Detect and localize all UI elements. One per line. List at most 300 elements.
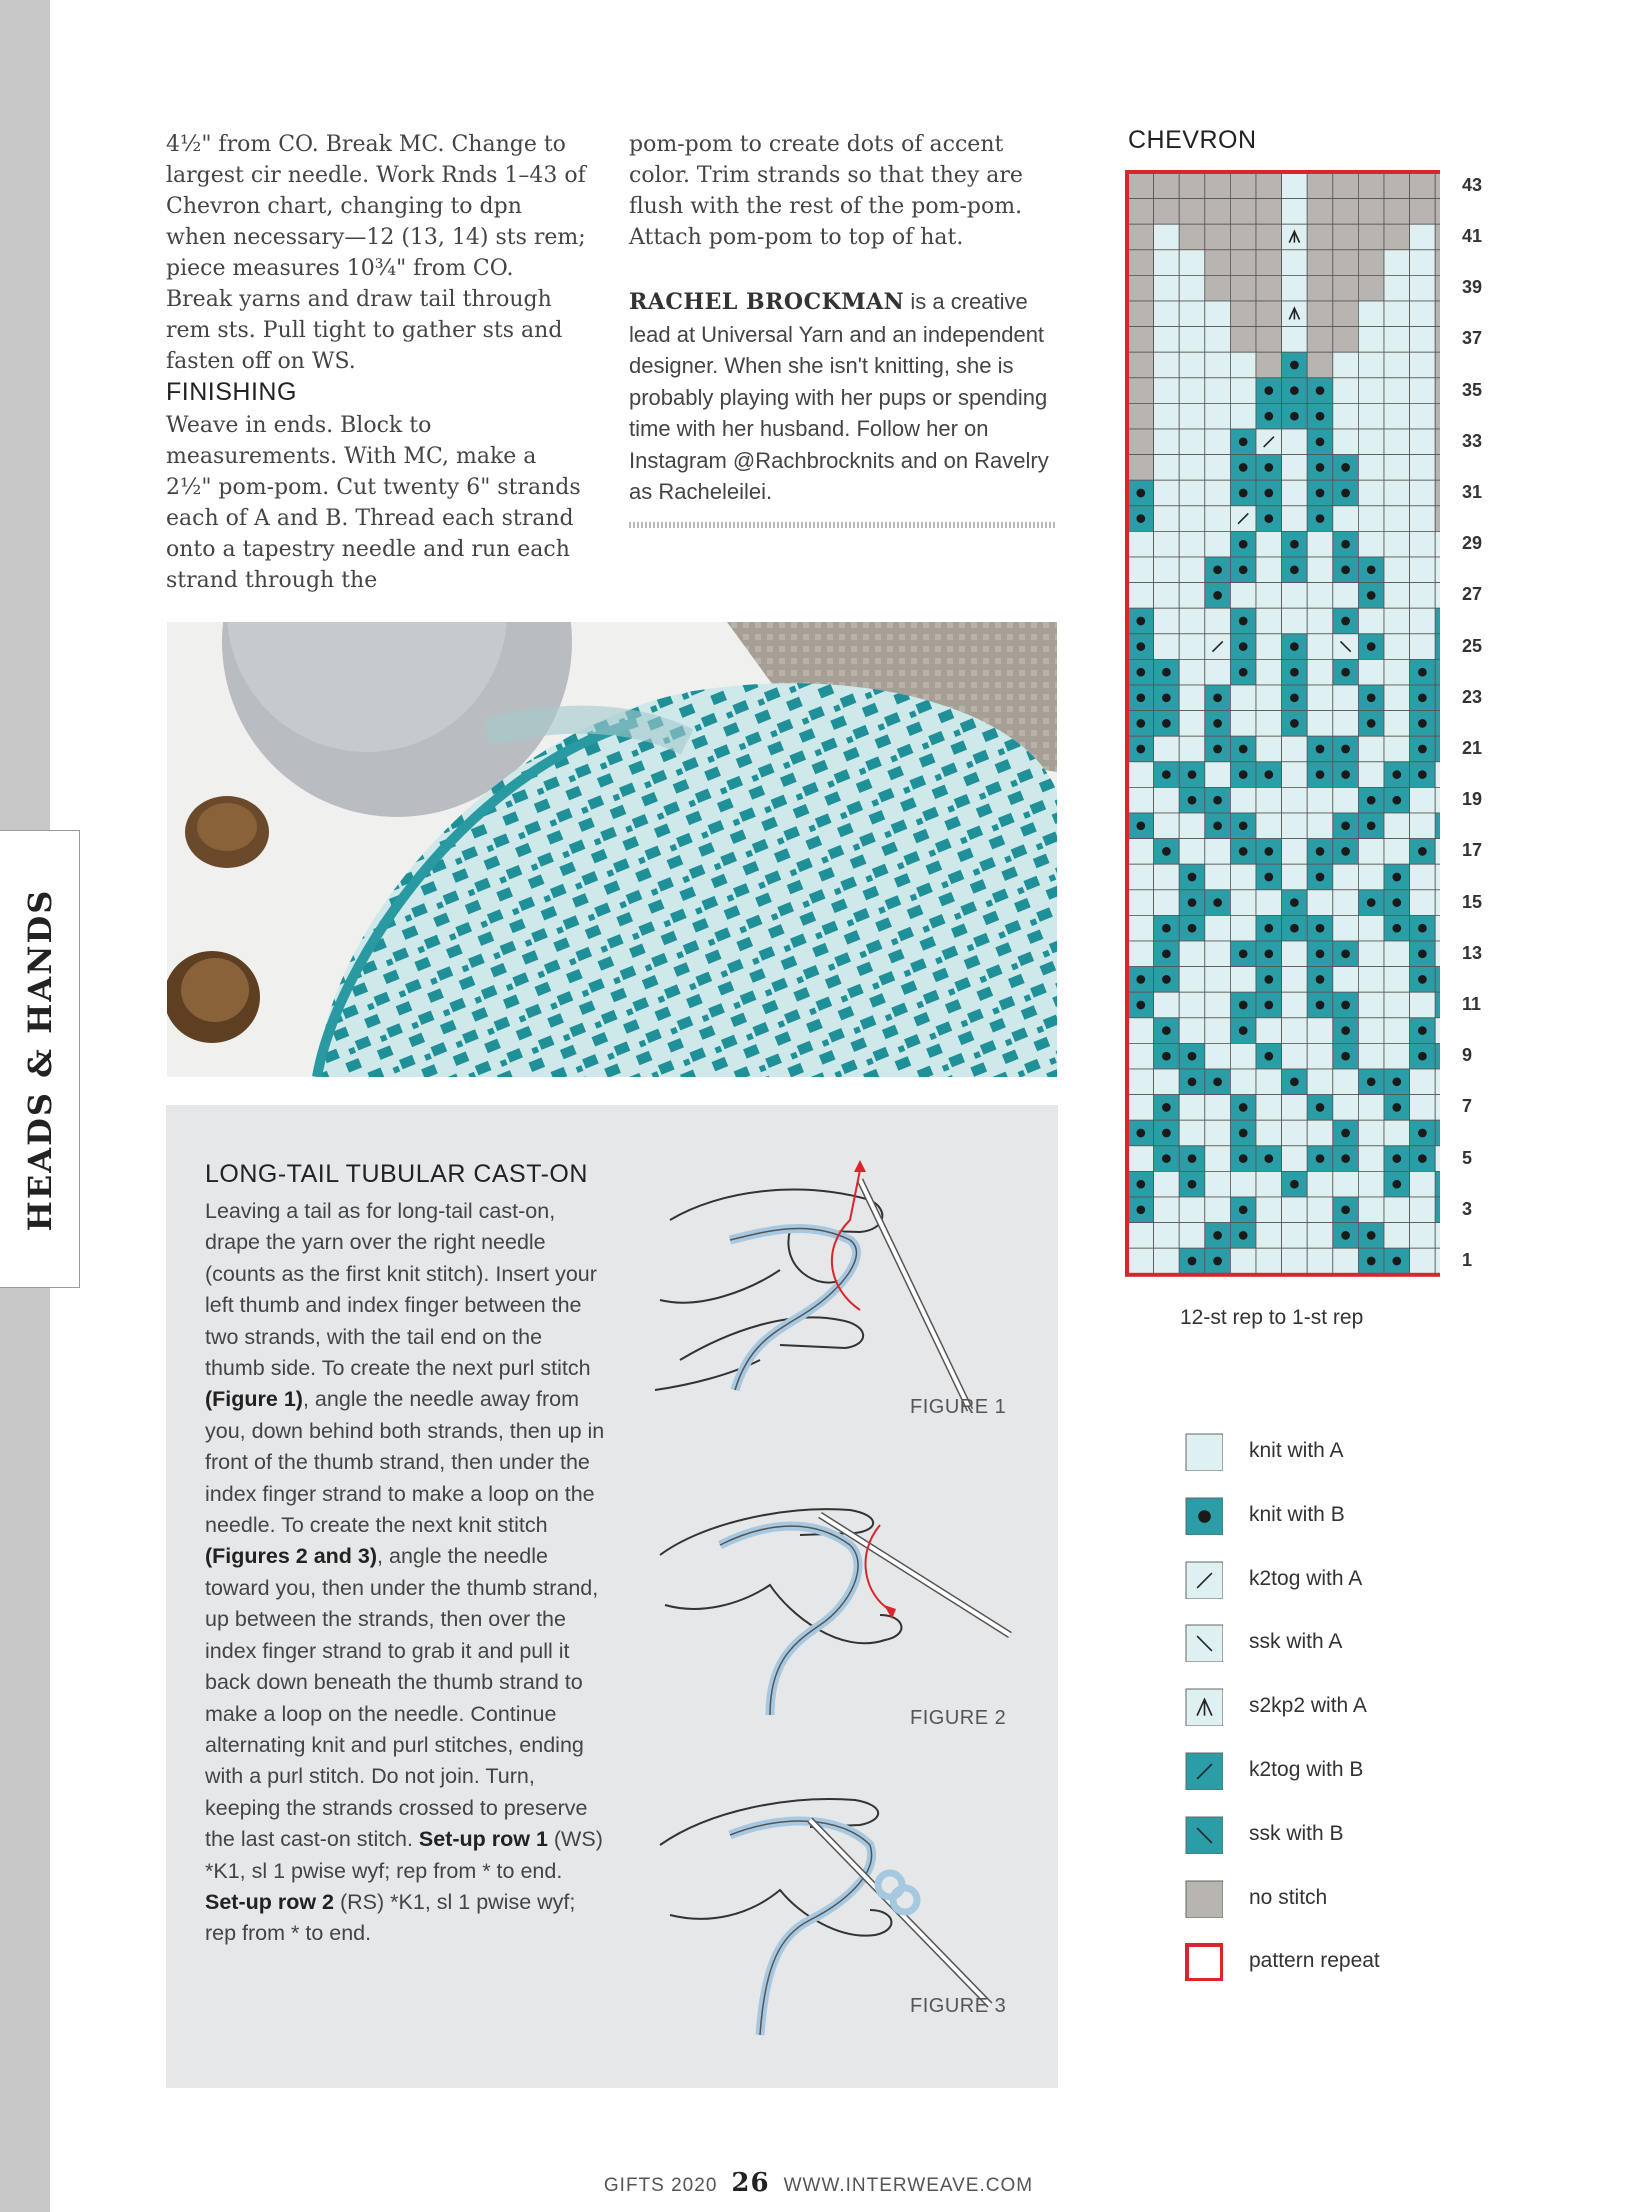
chart-cell (1154, 429, 1180, 455)
chart-cell (1128, 301, 1154, 327)
chart-cell (1282, 583, 1308, 609)
chart-cell (1230, 634, 1256, 660)
chart-cell (1384, 275, 1410, 301)
chart-cell (1256, 890, 1282, 916)
chart-cell (1128, 403, 1154, 429)
chart-cell (1154, 557, 1180, 583)
chart-cell (1205, 1171, 1231, 1197)
key-swatch (1185, 1624, 1223, 1662)
chart-cell (1410, 1223, 1436, 1249)
chart-cell (1205, 583, 1231, 609)
chart-cell (1128, 378, 1154, 404)
chart-cell (1333, 557, 1359, 583)
chart-cell (1333, 1197, 1359, 1223)
chart-cell (1410, 864, 1436, 890)
chart-cell (1230, 1223, 1256, 1249)
chart-cell (1384, 1171, 1410, 1197)
chart-row-number: 27 (1462, 584, 1483, 605)
chart-cell (1230, 199, 1256, 225)
chart-row-number: 25 (1462, 635, 1483, 656)
chart-cell (1333, 839, 1359, 865)
chart-cell (1307, 1146, 1333, 1172)
chart-cell (1205, 250, 1231, 276)
chart-cell (1333, 275, 1359, 301)
chart-cell (1333, 736, 1359, 762)
chart-cell (1435, 890, 1440, 916)
chart-row-number: 17 (1462, 840, 1483, 861)
chart-row-number: 5 (1462, 1147, 1473, 1168)
chart-cell (1128, 1197, 1154, 1223)
chart-cell (1154, 531, 1180, 557)
chart-cell (1230, 455, 1256, 481)
chart-cell (1333, 1146, 1359, 1172)
chart-cell (1435, 1248, 1440, 1274)
chart-cell (1333, 480, 1359, 506)
key-swatch (1185, 1561, 1223, 1599)
chart-cell (1333, 455, 1359, 481)
figure-2-label: FIGURE 2 (910, 1707, 1007, 1729)
chart-cell (1154, 275, 1180, 301)
chart-cell (1282, 1248, 1308, 1274)
chart-cell (1384, 199, 1410, 225)
chart-cell (1282, 1197, 1308, 1223)
section-tab (0, 830, 80, 1288)
chart-cell (1205, 224, 1231, 250)
chart-cell (1307, 199, 1333, 225)
chart-cell (1410, 224, 1436, 250)
chart-cell (1128, 557, 1154, 583)
chart-row-number: 31 (1462, 482, 1483, 502)
chart-cell (1128, 1171, 1154, 1197)
chart-cell (1333, 787, 1359, 813)
chart-cell (1358, 1018, 1384, 1044)
chart-cell (1256, 327, 1282, 353)
chart-cell (1410, 1095, 1436, 1121)
chart-cell (1154, 813, 1180, 839)
chart-cell (1307, 480, 1333, 506)
chart-cell (1256, 1120, 1282, 1146)
chart-cell (1128, 199, 1154, 225)
chart-cell (1128, 583, 1154, 609)
key-label: pattern repeat (1249, 1949, 1380, 1973)
chart-cell (1179, 608, 1205, 634)
bio-divider (629, 522, 1056, 528)
chart-cell (1205, 327, 1231, 353)
chart-row-number: 41 (1462, 226, 1483, 246)
chart-cell (1435, 455, 1440, 481)
chart-cell (1128, 327, 1154, 353)
chart-cell (1230, 864, 1256, 890)
chart-cell (1128, 506, 1154, 532)
hat-photo (167, 622, 1057, 1077)
chart-cell (1435, 659, 1440, 685)
chart-cell (1358, 583, 1384, 609)
chart-cell (1410, 173, 1436, 199)
chart-cell (1205, 1248, 1231, 1274)
chart-cell (1230, 378, 1256, 404)
chart-cell (1256, 455, 1282, 481)
chart-cell (1205, 378, 1231, 404)
chart-cell (1410, 711, 1436, 737)
finishing-heading: FINISHING (166, 378, 297, 406)
chart-cell (1410, 915, 1436, 941)
chart-cell (1358, 173, 1384, 199)
key-label: ssk with A (1249, 1630, 1343, 1654)
chart-cell (1179, 403, 1205, 429)
chart-cell (1230, 1069, 1256, 1095)
key-swatch (1185, 1688, 1223, 1726)
chart-cell (1230, 403, 1256, 429)
chart-cell (1410, 1069, 1436, 1095)
chart-cell (1154, 711, 1180, 737)
chart-cell (1230, 992, 1256, 1018)
chart-cell (1179, 250, 1205, 276)
chart-cell (1410, 813, 1436, 839)
chart-cell (1282, 1223, 1308, 1249)
chart-cell (1410, 762, 1436, 788)
chart-cell (1230, 327, 1256, 353)
designer-bio-text: is a creative lead at Universal Yarn and an independent designer. When she isn't knitting, she is probably playing with her pups or spending time with her husband. Follow her on Instagram @Rachbrocknits and on Ravelry as Racheleilei. (629, 289, 1049, 504)
chart-cell (1256, 531, 1282, 557)
chart-cell (1358, 941, 1384, 967)
chart-cell (1333, 1018, 1359, 1044)
chart-cell (1307, 224, 1333, 250)
chart-row-number: 1 (1462, 1250, 1473, 1270)
chart-cell (1179, 1120, 1205, 1146)
section-tab-label: HEADS & HANDS (21, 888, 59, 1232)
chart-row-number: 7 (1462, 1096, 1473, 1117)
chart-cell (1154, 378, 1180, 404)
chart-cell (1128, 992, 1154, 1018)
chart-row-number: 33 (1462, 430, 1483, 451)
chart-cell (1333, 429, 1359, 455)
chart-cell (1384, 762, 1410, 788)
chart-cell (1179, 275, 1205, 301)
chart-cell (1282, 1171, 1308, 1197)
chart-cell (1205, 1197, 1231, 1223)
chart-cell (1435, 1018, 1440, 1044)
chart-cell (1154, 787, 1180, 813)
chart-cell (1179, 890, 1205, 916)
chart-cell (1179, 1197, 1205, 1223)
chart-row-number: 19 (1462, 789, 1483, 810)
chart-cell (1282, 455, 1308, 481)
chart-cell (1384, 1120, 1410, 1146)
chart-cell (1128, 941, 1154, 967)
col1-top-text: 4½" from CO. Break MC. Change to largest cir needle. Work Rnds 1–43 of Chevron chart, changing to dpn when necessary—12 (13, 14) sts rem; piece measures 10¾" from CO. Break yarns and draw tail through rem sts. Pull tight to gather sts and fasten off on WS. (166, 132, 586, 374)
chart-cell (1179, 301, 1205, 327)
chart-cell (1179, 941, 1205, 967)
chart-cell (1307, 839, 1333, 865)
chart-cell (1154, 455, 1180, 481)
chart-cell (1179, 1146, 1205, 1172)
chart-cell (1333, 1248, 1359, 1274)
chart-cell (1410, 736, 1436, 762)
chart-cell (1179, 429, 1205, 455)
chart-cell (1282, 1043, 1308, 1069)
chart-cell (1179, 1018, 1205, 1044)
key-swatch (1185, 1880, 1223, 1918)
chart-cell (1384, 890, 1410, 916)
chart-cell (1256, 1248, 1282, 1274)
chart-cell (1205, 1120, 1231, 1146)
chart-cell (1154, 480, 1180, 506)
chart-row-number: 37 (1462, 328, 1483, 349)
chart-cell (1358, 992, 1384, 1018)
chart-cell (1205, 1043, 1231, 1069)
chart-cell (1256, 1223, 1282, 1249)
chart-cell (1410, 839, 1436, 865)
key-swatch (1185, 1943, 1223, 1981)
chart-cell (1358, 915, 1384, 941)
chart-cell (1230, 250, 1256, 276)
chart-cell (1307, 762, 1333, 788)
chart-cell (1384, 813, 1410, 839)
chart-cell (1358, 250, 1384, 276)
chart-cell (1128, 915, 1154, 941)
chart-cell (1435, 506, 1440, 532)
chart-cell (1256, 608, 1282, 634)
chart-cell (1256, 250, 1282, 276)
chart-cell (1333, 659, 1359, 685)
chart-cell (1435, 275, 1440, 301)
chart-cell (1230, 608, 1256, 634)
chart-cell (1333, 301, 1359, 327)
chart-cell (1358, 1069, 1384, 1095)
chart-cell (1358, 403, 1384, 429)
chart-cell (1384, 224, 1410, 250)
chart-cell (1333, 531, 1359, 557)
cast-on-bold-3: Set-up row 1 (418, 1827, 548, 1852)
chart-cell (1333, 813, 1359, 839)
chart-cell (1179, 455, 1205, 481)
chart-cell (1358, 1120, 1384, 1146)
chart-cell (1230, 301, 1256, 327)
chart-cell (1230, 659, 1256, 685)
chart-cell (1230, 762, 1256, 788)
chart-cell (1384, 531, 1410, 557)
chart-cell (1435, 685, 1440, 711)
chart-cell (1333, 1095, 1359, 1121)
chart-cell (1179, 173, 1205, 199)
chart-cell (1154, 1120, 1180, 1146)
chart-cell (1230, 1248, 1256, 1274)
chart-cell (1282, 1146, 1308, 1172)
cast-on-title: LONG-TAIL TUBULAR CAST-ON (205, 1160, 588, 1188)
chart-cell (1256, 224, 1282, 250)
chart-row-number: 13 (1462, 942, 1483, 963)
chart-cell (1435, 429, 1440, 455)
chart-cell (1256, 967, 1282, 993)
chart-cell (1205, 173, 1231, 199)
chart-cell (1230, 275, 1256, 301)
chart-cell (1179, 634, 1205, 660)
chart-cell (1282, 685, 1308, 711)
chart-cell (1256, 992, 1282, 1018)
chart-cell (1205, 455, 1231, 481)
chart-cell (1154, 992, 1180, 1018)
chart-cell (1358, 813, 1384, 839)
chart-cell (1282, 941, 1308, 967)
chart-cell (1410, 967, 1436, 993)
chart-cell (1333, 1223, 1359, 1249)
chart-cell (1384, 403, 1410, 429)
chart-cell (1154, 1018, 1180, 1044)
chart-cell (1358, 685, 1384, 711)
chart-cell (1410, 1043, 1436, 1069)
chart-cell (1384, 173, 1410, 199)
chart-cell (1154, 685, 1180, 711)
chart-cell (1282, 506, 1308, 532)
chart-cell (1435, 403, 1440, 429)
chart-cell (1205, 839, 1231, 865)
key-label: no stitch (1249, 1885, 1328, 1909)
chart-cell (1179, 787, 1205, 813)
chart-cell (1307, 1095, 1333, 1121)
chart-cell (1358, 224, 1384, 250)
chart-cell (1358, 608, 1384, 634)
chart-cell (1358, 1197, 1384, 1223)
chart-cell (1205, 352, 1231, 378)
chart-cell (1410, 583, 1436, 609)
chart-cell (1282, 250, 1308, 276)
chart-cell (1230, 915, 1256, 941)
chart-cell (1384, 506, 1410, 532)
chart-cell (1205, 711, 1231, 737)
chart-cell (1256, 506, 1282, 532)
chart-cell (1333, 915, 1359, 941)
chart-cell (1230, 1095, 1256, 1121)
chart-cell (1230, 890, 1256, 916)
chart-cell (1128, 634, 1154, 660)
chart-cell (1358, 480, 1384, 506)
chart-cell (1154, 1146, 1180, 1172)
chart-cell (1256, 685, 1282, 711)
chart-cell (1230, 967, 1256, 993)
chart-cell (1435, 301, 1440, 327)
chart-cell (1154, 1197, 1180, 1223)
chart-row-number: 15 (1462, 891, 1483, 912)
chart-cell (1333, 608, 1359, 634)
chart-cell (1435, 480, 1440, 506)
chart-cell (1282, 1120, 1308, 1146)
chart-cell (1230, 1197, 1256, 1223)
chart-row-number: 29 (1462, 533, 1483, 554)
chart-cell (1410, 1197, 1436, 1223)
chart-cell (1435, 864, 1440, 890)
chart-cell (1128, 1146, 1154, 1172)
chart-cell (1333, 685, 1359, 711)
chevron-chart (1125, 170, 1440, 1280)
chart-cell (1179, 1248, 1205, 1274)
chart-cell (1384, 480, 1410, 506)
chart-cell (1307, 941, 1333, 967)
chart-cell (1358, 864, 1384, 890)
cast-on-text-3: , angle the needle toward you, then under the thumb strand, up between the strands, then over the index finger strand to grab it and pull it back down beneath the thumb strand to make a loop on the needle. Continue alternating knit and purl stitches, ending with a purl stitch. Do not join. Turn, keeping the strands crossed to preserve the last cast-on stitch. (205, 1544, 599, 1852)
chart-cell (1256, 1043, 1282, 1069)
chart-cell (1333, 941, 1359, 967)
cast-on-bold-1: (Figure 1) (205, 1387, 303, 1412)
chart-cell (1384, 583, 1410, 609)
chart-cell (1384, 634, 1410, 660)
chart-cell (1179, 1095, 1205, 1121)
chart-cell (1358, 301, 1384, 327)
chart-cell (1307, 634, 1333, 660)
chart-cell (1282, 787, 1308, 813)
chart-cell (1410, 480, 1436, 506)
chart-cell (1358, 275, 1384, 301)
chart-cell (1307, 1171, 1333, 1197)
chart-row-number: 9 (1462, 1045, 1473, 1066)
chart-cell (1256, 378, 1282, 404)
chart-cell (1384, 685, 1410, 711)
chart-cell (1154, 352, 1180, 378)
chart-cell (1435, 787, 1440, 813)
chart-cell (1230, 531, 1256, 557)
chart-cell (1435, 1120, 1440, 1146)
chart-cell (1435, 1095, 1440, 1121)
chart-cell (1358, 1248, 1384, 1274)
chart-cell (1128, 173, 1154, 199)
chart-cell (1230, 224, 1256, 250)
chart-cell (1384, 992, 1410, 1018)
chart-cell (1205, 1095, 1231, 1121)
chart-cell (1384, 352, 1410, 378)
chart-cell (1128, 762, 1154, 788)
chart-row-number: 43 (1462, 174, 1483, 195)
chart-cell (1435, 839, 1440, 865)
chart-cell (1256, 1171, 1282, 1197)
chart-cell (1205, 429, 1231, 455)
chart-cell (1205, 199, 1231, 225)
chart-cell (1384, 1043, 1410, 1069)
chart-cell (1410, 608, 1436, 634)
chart-cell (1435, 736, 1440, 762)
chart-cell (1333, 1171, 1359, 1197)
page-number: 26 (731, 2168, 770, 2198)
chart-cell (1128, 787, 1154, 813)
chart-cell (1282, 1069, 1308, 1095)
chart-cell (1230, 711, 1256, 737)
chart-cell (1384, 557, 1410, 583)
chart-cell (1307, 608, 1333, 634)
chart-cell (1282, 327, 1308, 353)
chart-cell (1154, 864, 1180, 890)
chart-cell (1307, 685, 1333, 711)
chart-cell (1307, 531, 1333, 557)
chart-cell (1205, 890, 1231, 916)
chart-cell (1435, 250, 1440, 276)
chart-cell (1358, 787, 1384, 813)
chart-cell (1358, 1146, 1384, 1172)
chart-cell (1230, 941, 1256, 967)
chart-cell (1333, 762, 1359, 788)
chart-cell (1282, 967, 1308, 993)
chart-cell (1179, 557, 1205, 583)
chart-cell (1282, 634, 1308, 660)
chart-cell (1256, 275, 1282, 301)
chart-cell (1282, 915, 1308, 941)
chart-cell (1154, 967, 1180, 993)
chart-cell (1256, 864, 1282, 890)
chart-cell (1205, 992, 1231, 1018)
chart-cell (1179, 1223, 1205, 1249)
chart-cell (1358, 531, 1384, 557)
cast-on-text-2: , angle the needle away from you, down behind both strands, then up in front of the thumb strand, then under the index finger strand to make a loop on the needle. To create the next knit stitch (205, 1387, 605, 1538)
chart-cell (1358, 634, 1384, 660)
chart-cell (1384, 429, 1410, 455)
chart-cell (1435, 711, 1440, 737)
